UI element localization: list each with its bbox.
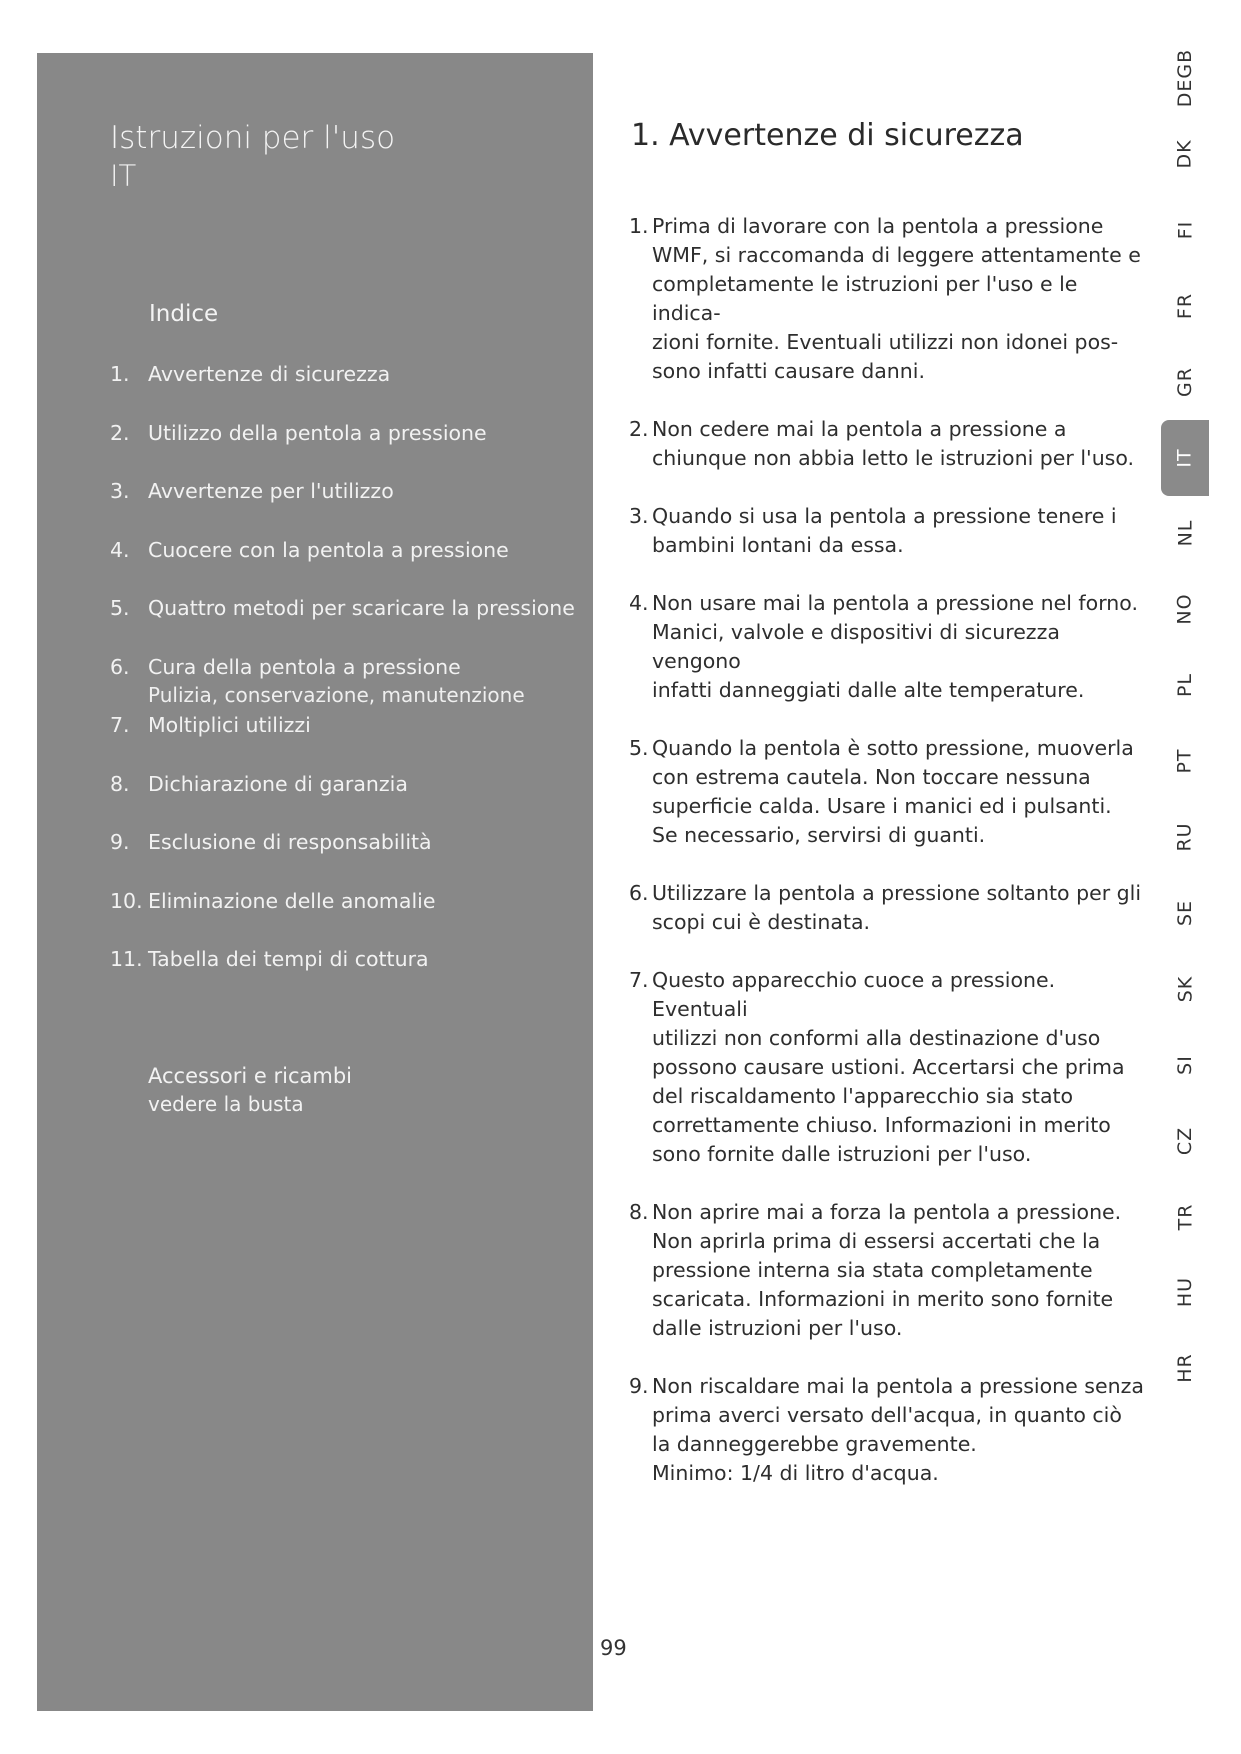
language-tab-label: SE xyxy=(1173,899,1196,926)
sidebar-panel xyxy=(37,53,593,1711)
toc-heading: Indice xyxy=(149,301,219,327)
language-tab-dk[interactable] xyxy=(1161,132,1209,176)
language-tab-ru[interactable] xyxy=(1161,815,1209,859)
toc-item[interactable] xyxy=(110,477,575,536)
accessories-sub: vedere la busta xyxy=(148,1092,304,1116)
warning-item xyxy=(629,1198,1149,1343)
warning-number: 4. xyxy=(629,591,649,615)
warning-number: 8. xyxy=(629,1200,649,1224)
language-tab-label: DK xyxy=(1174,139,1196,169)
warning-item xyxy=(629,415,1149,473)
toc-item-number: 7. xyxy=(110,713,130,737)
toc-item[interactable] xyxy=(110,711,575,770)
language-tab-it[interactable] xyxy=(1161,420,1209,496)
toc-item[interactable] xyxy=(110,770,575,829)
toc-item-label xyxy=(148,594,575,653)
table-of-contents xyxy=(110,360,575,1004)
toc-item-label xyxy=(148,477,394,536)
language-tab-label: IT xyxy=(1174,447,1196,468)
accessories-label: Accessori e ricambi xyxy=(148,1064,352,1088)
language-tab-fi[interactable] xyxy=(1161,208,1209,252)
warning-item xyxy=(629,734,1149,850)
language-tab-hr[interactable] xyxy=(1161,1346,1209,1390)
toc-item-number: 2. xyxy=(110,420,130,445)
toc-item-label xyxy=(148,887,435,946)
language-tab-si[interactable] xyxy=(1161,1043,1209,1087)
language-tab-no[interactable] xyxy=(1161,587,1209,631)
warning-item xyxy=(629,589,1149,705)
toc-item[interactable] xyxy=(110,419,575,478)
toc-item-number: 3. xyxy=(110,479,130,503)
toc-item-title: Esclusione di responsabilità xyxy=(148,830,432,854)
warning-number: 5. xyxy=(629,736,649,760)
toc-item-number: 1. xyxy=(110,362,130,386)
warning-number: 9. xyxy=(629,1374,649,1398)
language-tab-label: FR xyxy=(1173,292,1196,319)
language-tab-hu[interactable] xyxy=(1161,1270,1209,1314)
toc-item-title: Avvertenze per l'utilizzo xyxy=(148,479,394,503)
toc-item[interactable] xyxy=(110,828,575,887)
language-tab-label: FI xyxy=(1173,220,1196,240)
warning-number: 7. xyxy=(629,968,649,992)
language-tab-label: PT xyxy=(1173,748,1196,774)
warning-number: 2. xyxy=(629,417,649,441)
warning-item xyxy=(629,879,1149,937)
toc-item[interactable] xyxy=(110,536,575,595)
warning-text: Non riscaldare mai la pentola a pressione senza prima averci versato dell'acqua, in quanto ciò la danneggerebbe gravemente. Minimo: 1/4 di litro d'acqua. xyxy=(652,1374,1144,1485)
language-tab-label: SI xyxy=(1173,1054,1196,1075)
toc-item-number: 9. xyxy=(110,830,130,854)
toc-item-title: Utilizzo della pentola a pressione xyxy=(148,420,487,445)
warning-text: Non usare mai la pentola a pressione nel forno. Manici, valvole e dispositivi di sicurezza vengono infatti danneggiati dalle alte temperature. xyxy=(652,591,1138,702)
warning-item xyxy=(629,966,1149,1169)
toc-item-number: 4. xyxy=(110,537,130,562)
language-tab-label: SK xyxy=(1174,975,1196,1003)
section-title: 1. Avvertenze di sicurezza xyxy=(631,118,1024,153)
toc-item-label xyxy=(148,770,408,829)
language-tab-label: HU xyxy=(1173,1277,1196,1308)
warning-item xyxy=(629,212,1149,386)
toc-item-subtitle: Pulizia, conservazione, manutenzione xyxy=(148,682,525,707)
toc-item-label xyxy=(148,653,525,712)
toc-item-label xyxy=(148,419,487,478)
toc-item-label xyxy=(148,828,432,887)
language-tab-degb[interactable] xyxy=(1161,48,1209,108)
language-tab-pl[interactable] xyxy=(1161,663,1209,707)
warning-text: Questo apparecchio cuoce a pressione. Eventuali utilizzi non conformi alla destinazione d'uso possono causare ustioni. Accertarsi che prima del riscaldamento l'apparecchio sia stato correttamente chiuso. Informazioni in merito sono fornite dalle istruzioni per l'uso. xyxy=(652,968,1125,1166)
safety-warnings-list xyxy=(629,212,1149,1517)
toc-item-number: 5. xyxy=(110,596,130,620)
language-tab-sk[interactable] xyxy=(1161,967,1209,1011)
language-tab-label: GR xyxy=(1174,366,1196,397)
warning-number: 1. xyxy=(629,214,649,238)
language-tab-label: NO xyxy=(1173,593,1196,625)
document-title: Istruzioni per l'uso xyxy=(110,120,396,156)
toc-item-title: Moltiplici utilizzi xyxy=(148,713,311,737)
warning-text: Utilizzare la pentola a pressione soltanto per gli scopi cui è destinata. xyxy=(652,881,1142,934)
warning-text: Non cedere mai la pentola a pressione a chiunque non abbia letto le istruzioni per l'uso. xyxy=(652,417,1135,470)
toc-item-label xyxy=(148,711,311,770)
toc-item-label xyxy=(148,945,429,1004)
toc-item-title: Eliminazione delle anomalie xyxy=(148,888,436,913)
toc-item[interactable] xyxy=(110,653,575,712)
language-tab-label: PL xyxy=(1173,673,1196,698)
warning-text: Non aprire mai a forza la pentola a pressione. Non aprirla prima di essersi accertati che la pressione interna sia stata completamente scaricata. Informazioni in merito sono fornite dalle istruzioni per l'uso. xyxy=(652,1200,1122,1340)
toc-item-title: Quattro metodi per scaricare la pressione xyxy=(148,596,575,620)
language-tab-label: CZ xyxy=(1173,1126,1196,1155)
language-tab-cz[interactable] xyxy=(1161,1119,1209,1163)
language-tab-label: HR xyxy=(1174,1353,1196,1384)
toc-item[interactable] xyxy=(110,360,575,419)
toc-item[interactable] xyxy=(110,945,575,1004)
warning-number: 3. xyxy=(629,504,649,528)
warning-number: 6. xyxy=(629,881,649,905)
language-tab-gr[interactable] xyxy=(1161,360,1209,404)
document-language-code: IT xyxy=(110,159,137,193)
toc-item-number: 6. xyxy=(110,654,130,679)
toc-item-title: Tabella dei tempi di cottura xyxy=(148,947,429,971)
toc-item-title: Cura della pentola a pressione xyxy=(148,654,461,679)
toc-item-label xyxy=(148,360,390,419)
language-tab-se[interactable] xyxy=(1161,891,1209,935)
language-tab-label: RU xyxy=(1173,822,1196,852)
language-tab-label: TR xyxy=(1174,1203,1196,1230)
warning-item xyxy=(629,502,1149,560)
language-tab-tr[interactable] xyxy=(1161,1195,1209,1239)
warning-item xyxy=(629,1372,1149,1488)
toc-item-number: 8. xyxy=(110,771,130,796)
toc-item[interactable] xyxy=(110,594,575,653)
toc-item-number: 11. xyxy=(110,947,143,971)
page-number: 99 xyxy=(600,1636,627,1660)
toc-item-title: Dichiarazione di garanzia xyxy=(148,771,408,796)
language-tab-label: NL xyxy=(1174,519,1196,547)
toc-item[interactable] xyxy=(110,887,575,946)
toc-item-label xyxy=(148,536,509,595)
toc-item-title: Avvertenze di sicurezza xyxy=(148,362,391,386)
language-tab-fr[interactable] xyxy=(1161,284,1209,328)
toc-item-number: 10. xyxy=(110,888,143,913)
accessories-note xyxy=(148,1062,352,1118)
toc-item-title: Cuocere con la pentola a pressione xyxy=(148,537,509,562)
warning-text: Quando la pentola è sotto pressione, muoverla con estrema cautela. Non toccare nessuna superficie calda. Usare i manici ed i pulsanti. Se necessario, servirsi di guanti. xyxy=(652,736,1134,847)
language-tab-pt[interactable] xyxy=(1161,739,1209,783)
language-tab-nl[interactable] xyxy=(1161,511,1209,555)
warning-text: Quando si usa la pentola a pressione tenere i bambini lontani da essa. xyxy=(652,504,1117,557)
warning-text: Prima di lavorare con la pentola a pressione WMF, si raccomanda di leggere attentamente e completamente le istruzioni per l'uso e le indica- zioni fornite. Eventuali utilizzi non idonei pos- sono infatti causare danni. xyxy=(652,214,1141,383)
language-tab-label: DEGB xyxy=(1174,48,1196,108)
